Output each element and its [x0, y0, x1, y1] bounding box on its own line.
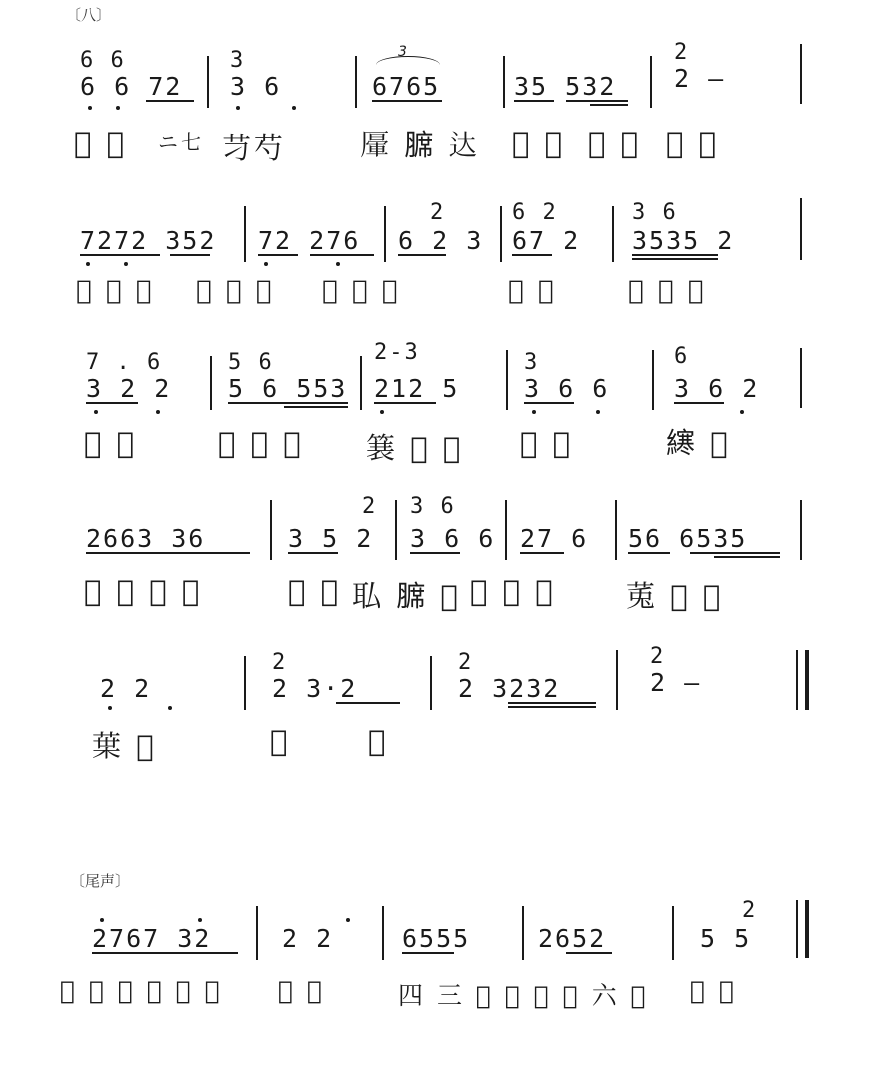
upper-notes: 2	[650, 644, 666, 669]
high-octave-dot	[100, 918, 104, 922]
notation-measure: 2 2	[282, 924, 334, 953]
lyric: 𫞖 𠈌	[512, 126, 566, 160]
barline	[395, 500, 397, 560]
upper-notes: 3	[524, 350, 540, 375]
underline	[170, 254, 210, 256]
triplet-mark: 3	[398, 44, 407, 60]
barline	[505, 500, 507, 560]
coda-label: 〔尾声〕	[70, 872, 131, 890]
notation-measure: 56 6535	[628, 524, 748, 553]
barline	[210, 356, 212, 410]
barline	[800, 500, 802, 560]
lyric: 𫟕	[368, 724, 389, 758]
underline	[284, 406, 348, 408]
underline	[402, 952, 454, 954]
barline	[503, 56, 505, 108]
lyric: 𫟄 五 𫟅 𫟆	[84, 574, 203, 608]
barline	[244, 656, 246, 710]
upper-notes: 5 6	[228, 350, 274, 375]
notation-measure: 2 —	[674, 64, 726, 93]
barline	[800, 348, 802, 408]
upper-notes: 2-3	[374, 340, 420, 365]
underline	[690, 552, 780, 554]
notation-measure: 6765	[372, 72, 441, 101]
underline	[508, 702, 596, 704]
notation-measure: 3 6	[230, 72, 282, 101]
underline	[590, 104, 628, 106]
low-octave-dot	[596, 410, 600, 414]
barline	[522, 906, 524, 960]
lyric: 䒒芍	[222, 131, 287, 165]
barline	[800, 44, 802, 104]
notation-measure: 5 5	[700, 924, 752, 953]
lyric: 𫞵 𫞶 𫞷	[628, 276, 707, 306]
barline	[650, 56, 652, 108]
low-octave-dot	[86, 262, 90, 266]
lyric: 𫟂 𫟃	[666, 426, 731, 460]
upper-notes: 2	[458, 650, 474, 675]
barline	[244, 206, 246, 262]
lyric: 𫟔	[270, 724, 291, 758]
low-octave-dot	[380, 410, 384, 414]
notation-measure: 2 2	[100, 674, 152, 703]
lyric: 𫞭 𫞮 𫞯	[196, 276, 275, 306]
notation-measure: 5 6 553	[228, 374, 348, 403]
lyric: 𫞪 𫞫 𫞬	[76, 276, 155, 306]
underline	[410, 552, 460, 554]
underline	[628, 552, 670, 554]
upper-notes: 2	[430, 200, 446, 225]
barline	[384, 206, 386, 262]
barline	[270, 500, 272, 560]
underline	[86, 402, 138, 404]
lyric: 𫝁 𫞗	[588, 126, 642, 160]
lyric: 𫞰 𫞱 𫞲	[322, 276, 401, 306]
lyric: 𫞸 𫞹	[84, 426, 138, 460]
notation-measure: 27 6	[520, 524, 589, 553]
notation-measure: 6 6 72	[80, 72, 183, 101]
slur	[376, 56, 440, 65]
upper-notes: 2	[674, 40, 690, 65]
underline	[566, 952, 612, 954]
notation-measure: 67 2	[512, 226, 581, 255]
section-label: 〔八〕	[66, 6, 112, 24]
underline	[258, 254, 298, 256]
notation-measure: 72 276	[258, 226, 361, 255]
underline	[632, 258, 718, 260]
lyric: 𫟚 𫟛	[278, 976, 325, 1005]
lyric: 𫟌 𫟍 𫟎	[470, 574, 556, 608]
lyric: 𠪷 𫟊 达	[360, 128, 481, 162]
notation-measure: 3 2 2	[86, 374, 172, 403]
upper-notes: 3 6	[632, 200, 678, 225]
underline	[228, 402, 348, 404]
notation-measure: 3 6 2	[674, 374, 760, 403]
underline	[80, 254, 160, 256]
underline	[514, 100, 554, 102]
lyric: 𫟖 𫟗 𫟘 五 𫟙 六	[60, 976, 223, 1005]
barline	[616, 650, 618, 710]
underline	[714, 556, 780, 558]
underline	[398, 254, 446, 256]
underline	[674, 402, 724, 404]
final-barline	[796, 650, 809, 710]
low-octave-dot	[94, 410, 98, 414]
lyric: 𫞽 𫞾 𫞿	[366, 431, 464, 465]
low-octave-dot	[88, 106, 92, 110]
underline	[310, 254, 374, 256]
barline	[800, 198, 802, 260]
notation-measure: 2 —	[650, 668, 702, 697]
low-octave-dot	[532, 410, 536, 414]
high-octave-dot	[346, 918, 350, 922]
notation-measure: 3 5 2	[288, 524, 374, 553]
barline	[355, 56, 357, 108]
notation-measure: 2767 32	[92, 924, 212, 953]
underline	[566, 100, 628, 102]
underline	[374, 402, 436, 404]
lyric: ニ七	[158, 130, 204, 154]
underline	[372, 100, 442, 102]
lyric: 𫞕 𬂨	[666, 126, 720, 160]
upper-notes: 3 6	[410, 494, 456, 519]
underline	[336, 702, 400, 704]
low-octave-dot	[740, 410, 744, 414]
upper-notes: 6 6	[80, 48, 126, 73]
low-octave-dot	[264, 262, 268, 266]
barline	[615, 500, 617, 560]
upper-notes: 6 2	[512, 200, 558, 225]
low-octave-dot	[108, 706, 112, 710]
barline	[612, 206, 614, 262]
low-octave-dot	[236, 106, 240, 110]
underline	[288, 552, 338, 554]
barline	[430, 656, 432, 710]
lyric: 𫟡 𫟢	[690, 976, 737, 1005]
notation-measure: 2 3232	[458, 674, 561, 703]
upper-notes: 7 . 6	[86, 350, 163, 375]
low-octave-dot	[336, 262, 340, 266]
underline	[524, 402, 574, 404]
notation-measure: 3 6 6	[524, 374, 610, 403]
notation-measure: 212 5	[374, 374, 460, 403]
upper-notes: 2	[272, 650, 288, 675]
underline	[86, 552, 250, 554]
notation-measure: 6 2 3	[398, 226, 484, 255]
barline	[672, 906, 674, 960]
underline	[146, 100, 194, 102]
lyric: 𫟀 𫟁	[520, 426, 574, 460]
underline	[508, 706, 596, 708]
low-octave-dot	[124, 262, 128, 266]
low-octave-dot	[168, 706, 172, 710]
underline	[512, 254, 552, 256]
barline	[207, 56, 209, 108]
underline	[632, 254, 718, 256]
low-octave-dot	[156, 410, 160, 414]
lyric: 𫟇 𫟈	[288, 574, 342, 608]
barline	[506, 350, 508, 410]
notation-measure: 35 532	[514, 72, 617, 101]
notation-measure: 6555	[402, 924, 471, 953]
low-octave-dot	[292, 106, 296, 110]
upper-notes: 6	[674, 344, 690, 369]
lyric: 𫞳 𫞴	[508, 276, 557, 306]
notation-measure: 2 3·2	[272, 674, 358, 703]
underline	[92, 952, 238, 954]
upper-notes: 2	[742, 898, 758, 923]
notation-measure: 2663 36	[86, 524, 206, 553]
barline	[382, 906, 384, 960]
barline	[652, 350, 654, 410]
barline	[500, 206, 502, 262]
upper-notes: 3	[230, 48, 246, 73]
notation-measure: 2652	[538, 924, 607, 953]
upper-notes: 2	[362, 494, 378, 519]
barline	[256, 906, 258, 960]
high-octave-dot	[198, 918, 202, 922]
notation-measure: 3535 2	[632, 226, 735, 255]
notation-measure: 3 6 6	[410, 524, 496, 553]
notation-measure: 7272 352	[80, 226, 217, 255]
lyric: 𫟉 𫟊 𫟋	[352, 579, 461, 613]
lyric: 𫝀 乑	[74, 126, 128, 160]
underline	[520, 552, 564, 554]
lyric: 𫟏 𫟐 𫟑	[626, 579, 724, 613]
barline	[360, 356, 362, 410]
low-octave-dot	[116, 106, 120, 110]
final-barline	[796, 900, 809, 958]
lyric: 𫞺 𫞻 𫞼	[218, 426, 304, 460]
lyric: 𫟒 𫟓	[92, 729, 157, 763]
lyric: 四 三 𫟜 𫟝 𫟞 𫟟 六 𫟠	[398, 981, 649, 1010]
